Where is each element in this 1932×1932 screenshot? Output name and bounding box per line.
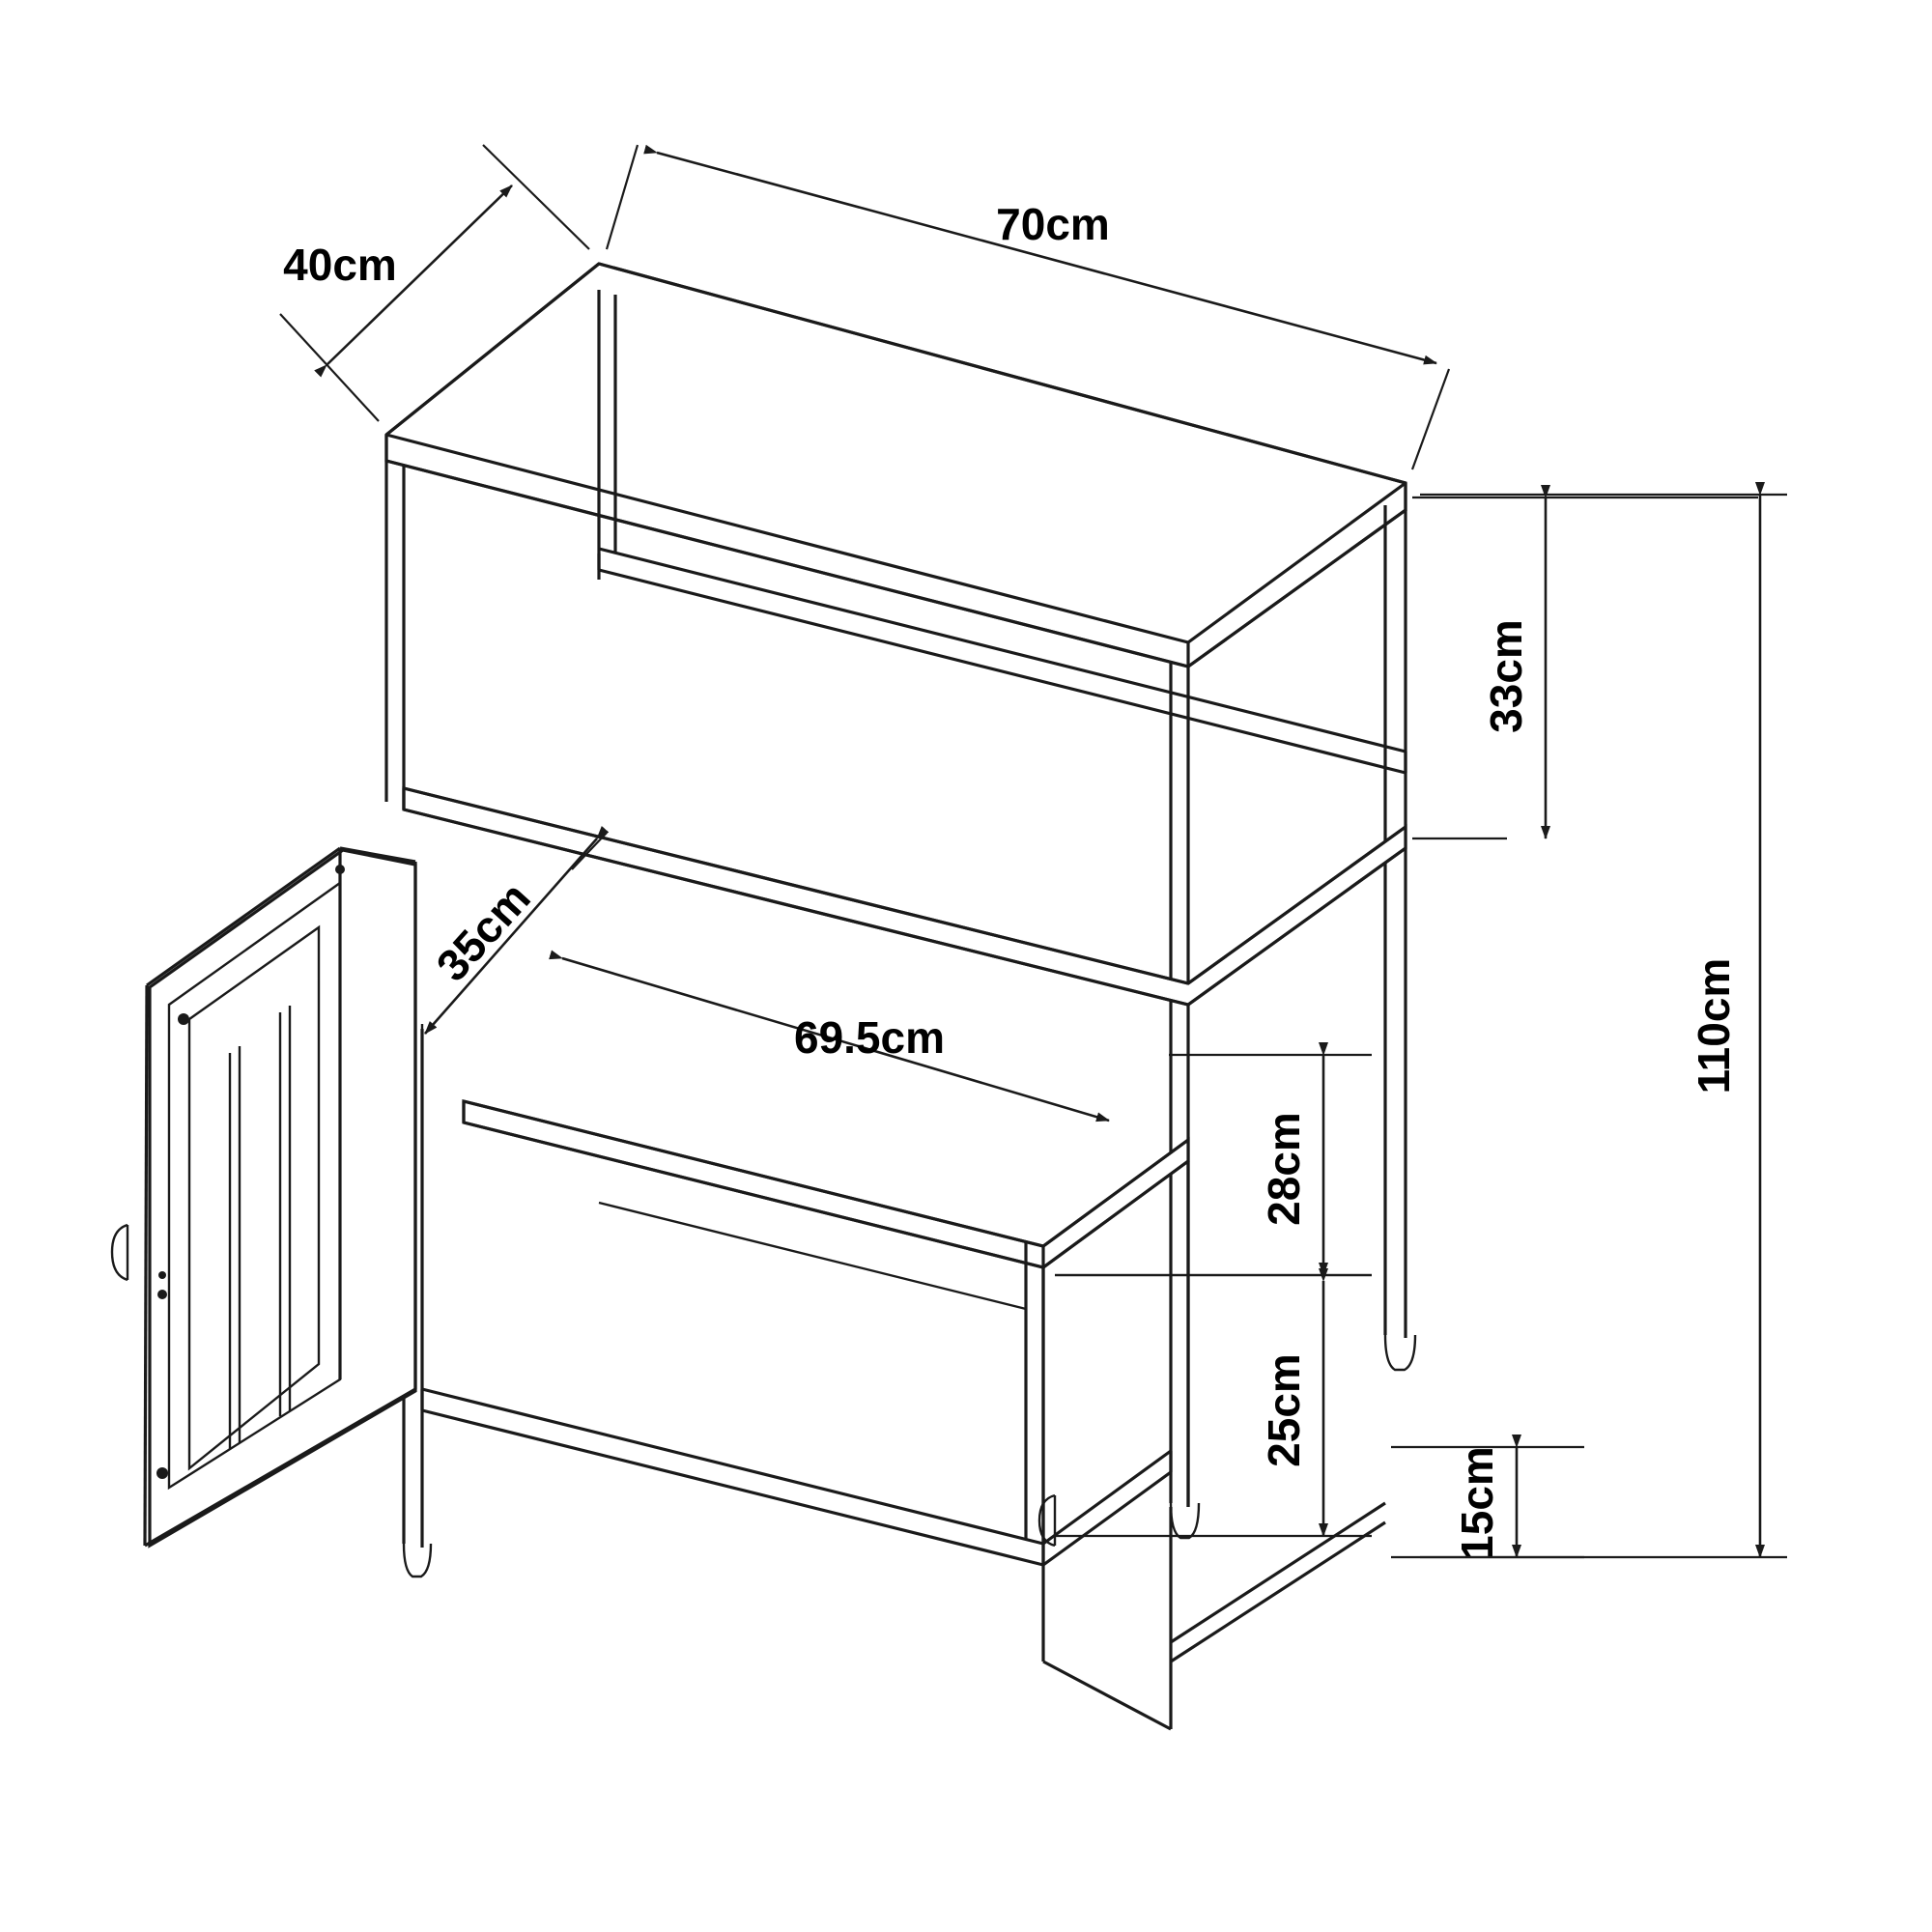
dimension-label-70cm: 70cm [996,199,1110,249]
base-rail [422,1389,1171,1565]
dimension-inner-width [562,958,1109,1121]
open-door-panel[interactable] [145,848,415,1546]
dimension-label-69-5cm: 69.5cm [793,1012,946,1063]
dimension-label-15cm: 15cm [1452,1446,1502,1560]
dimension-label-40cm: 40cm [283,240,397,290]
upper-shelf [404,788,1406,1005]
front-right-post [1171,663,1188,1507]
dimension-lower-compartment [1055,1275,1372,1536]
door-handle-left [112,1225,128,1280]
screw-icon [158,1271,166,1279]
dimension-label-35cm: 35cm [426,872,540,991]
screw-icon [178,1013,189,1025]
dimension-total-height [1420,495,1787,1557]
dimension-label-28cm: 28cm [1259,1112,1309,1226]
dimension-middle-compartment [1055,1055,1372,1275]
foot-front-right [1171,1503,1199,1538]
foot-rear-right [1385,1335,1415,1370]
dimension-bottom-clearance [1391,1446,1584,1560]
inner-back-line [599,1203,1026,1309]
dimension-label-110cm: 110cm [1689,957,1739,1094]
screw-icon [156,1467,168,1479]
top-panel [386,264,1406,667]
rear-right-post [1385,505,1406,1338]
middle-shelf [464,1101,1188,1267]
dimension-inner-depth [425,833,607,1034]
dimension-label-25cm: 25cm [1259,1353,1309,1467]
rear-base-rail-b [1171,1522,1385,1662]
rear-left-post [386,461,404,810]
screw-icon [157,1290,167,1299]
dimension-upper-shelf-height [1412,497,1758,838]
dimension-label-33cm: 33cm [1481,619,1531,733]
rear-base-rail [1171,1503,1385,1642]
